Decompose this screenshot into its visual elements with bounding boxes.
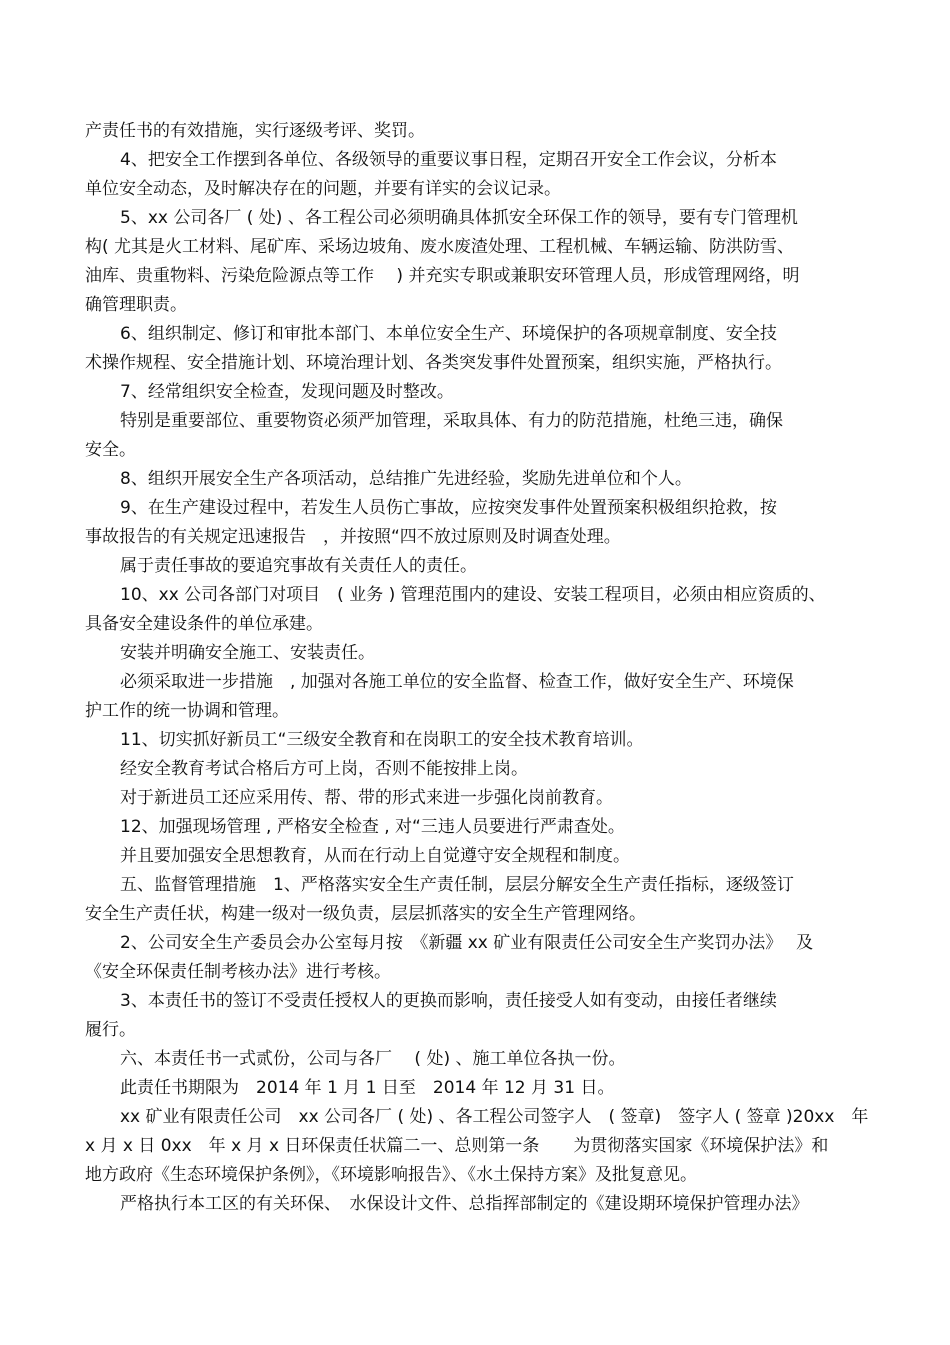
text-line: 属于责任事故的要追究事故有关责任人的责任。 [120, 556, 477, 576]
text-line: 产责任书的有效措施，实行逐级考评、奖罚。 [85, 121, 425, 141]
text-line: 经安全教育考试合格后方可上岗，否则不能按排上岗。 [120, 759, 528, 779]
text-line: 特别是重要部位、重要物资必须严加管理，采取具体、有力的防范措施，杜绝三违，确保 [120, 411, 783, 431]
text-line: 严格执行本工区的有关环保、 水保设计文件、总指挥部制定的《建设期环境保护管理办法》 [120, 1194, 809, 1214]
text-line: 2、公司安全生产委员会办公室每月按 《新疆 xx 矿业有限责任公司安全生产奖罚办法》 及 [120, 933, 814, 953]
text-line: 护工作的统一协调和管理。 [85, 701, 289, 721]
text-line: 并且要加强安全思想教育，从而在行动上自觉遵守安全规程和制度。 [120, 846, 630, 866]
text-line: 六、本责任书一式贰份，公司与各厂 ( 处) 、施工单位各执一份。 [120, 1049, 626, 1069]
text-line: 对于新进员工还应采用传、帮、带的形式来进一步强化岗前教育。 [120, 788, 613, 808]
text-line: 确管理职责。 [85, 295, 187, 315]
text-line: 6、组织制定、修订和审批本部门、本单位安全生产、环境保护的各项规章制度、安全技 [120, 324, 777, 344]
text-line: xx 矿业有限责任公司 xx 公司各厂 ( 处) 、各工程公司签字人 ( 签章) 签字人 ( 签章 )20xx 年 [120, 1107, 869, 1127]
text-line: 事故报告的有关规定迅速报告 ，并按照“四不放过原则及时调查处理。 [85, 527, 621, 547]
text-line: 8、组织开展安全生产各项活动，总结推广先进经验，奖励先进单位和个人。 [120, 469, 692, 489]
text-line: 构( 尤其是火工材料、尾矿库、采场边坡角、废水废渣处理、工程机械、车辆运输、防洪防雪、 [85, 237, 795, 257]
text-line: 12、加强现场管理 , 严格安全检查 , 对“三违人员要进行严肃查处。 [120, 817, 625, 837]
text-line: 履行。 [85, 1020, 136, 1040]
text-line: 必须采取进一步措施 , 加强对各施工单位的安全监督、检查工作，做好安全生产、环境保 [120, 672, 794, 692]
text-line: 11、切实抓好新员工“三级安全教育和在岗职工的安全技术教育培训。 [120, 730, 644, 750]
text-line: 7、经常组织安全检查，发现问题及时整改。 [120, 382, 454, 402]
text-line: 安装并明确安全施工、安装责任。 [120, 643, 375, 663]
text-line: 《安全环保责任制考核办法》进行考核。 [85, 962, 391, 982]
text-line: 安全生产责任状，构建一级对一级负责，层层抓落实的安全生产管理网络。 [85, 904, 646, 924]
text-line: 安全。 [85, 440, 136, 460]
text-line: 4、把安全工作摆到各单位、各级领导的重要议事日程，定期召开安全工作会议，分析本 [120, 150, 777, 170]
text-line: 9、在生产建设过程中，若发生人员伤亡事故，应按突发事件处置预案积极组织抢救，按 [120, 498, 777, 518]
text-line: 3、本责任书的签订不受责任授权人的更换而影响，责任接受人如有变动，由接任者继续 [120, 991, 777, 1011]
text-line: 10、xx 公司各部门对项目 ( 业务 ) 管理范围内的建设、安装工程项目，必须由相应资质的、 [120, 585, 826, 605]
text-line: x 月 x 日 0xx 年 x 月 x 日环保责任状篇二一、总则第一条 为贯彻落实国家《环境保护法》和 [85, 1136, 829, 1156]
text-line: 地方政府《生态环境保护条例》，《环境影响报告》、《水土保持方案》及批复意见。 [85, 1165, 697, 1185]
text-line: 术操作规程、安全措施计划、环境治理计划、各类突发事件处置预案，组织实施，严格执行。 [85, 353, 782, 373]
text-line: 单位安全动态，及时解决存在的问题，并要有详实的会议记录。 [85, 179, 561, 199]
text-line: 具备安全建设条件的单位承建。 [85, 614, 323, 634]
text-line: 5、xx 公司各厂 ( 处) 、各工程公司必须明确具体抓安全环保工作的领导，要有专门管理机 [120, 208, 798, 228]
text-line: 油库、贵重物料、污染危险源点等工作 ) 并充实专职或兼职安环管理人员，形成管理网络，明 [85, 266, 800, 286]
text-line: 五、监督管理措施 1、严格落实安全生产责任制，层层分解安全生产责任指标，逐级签订 [120, 875, 794, 895]
text-line: 此责任书期限为 2014 年 1 月 1 日至 2014 年 12 月 31 日。 [120, 1078, 615, 1098]
